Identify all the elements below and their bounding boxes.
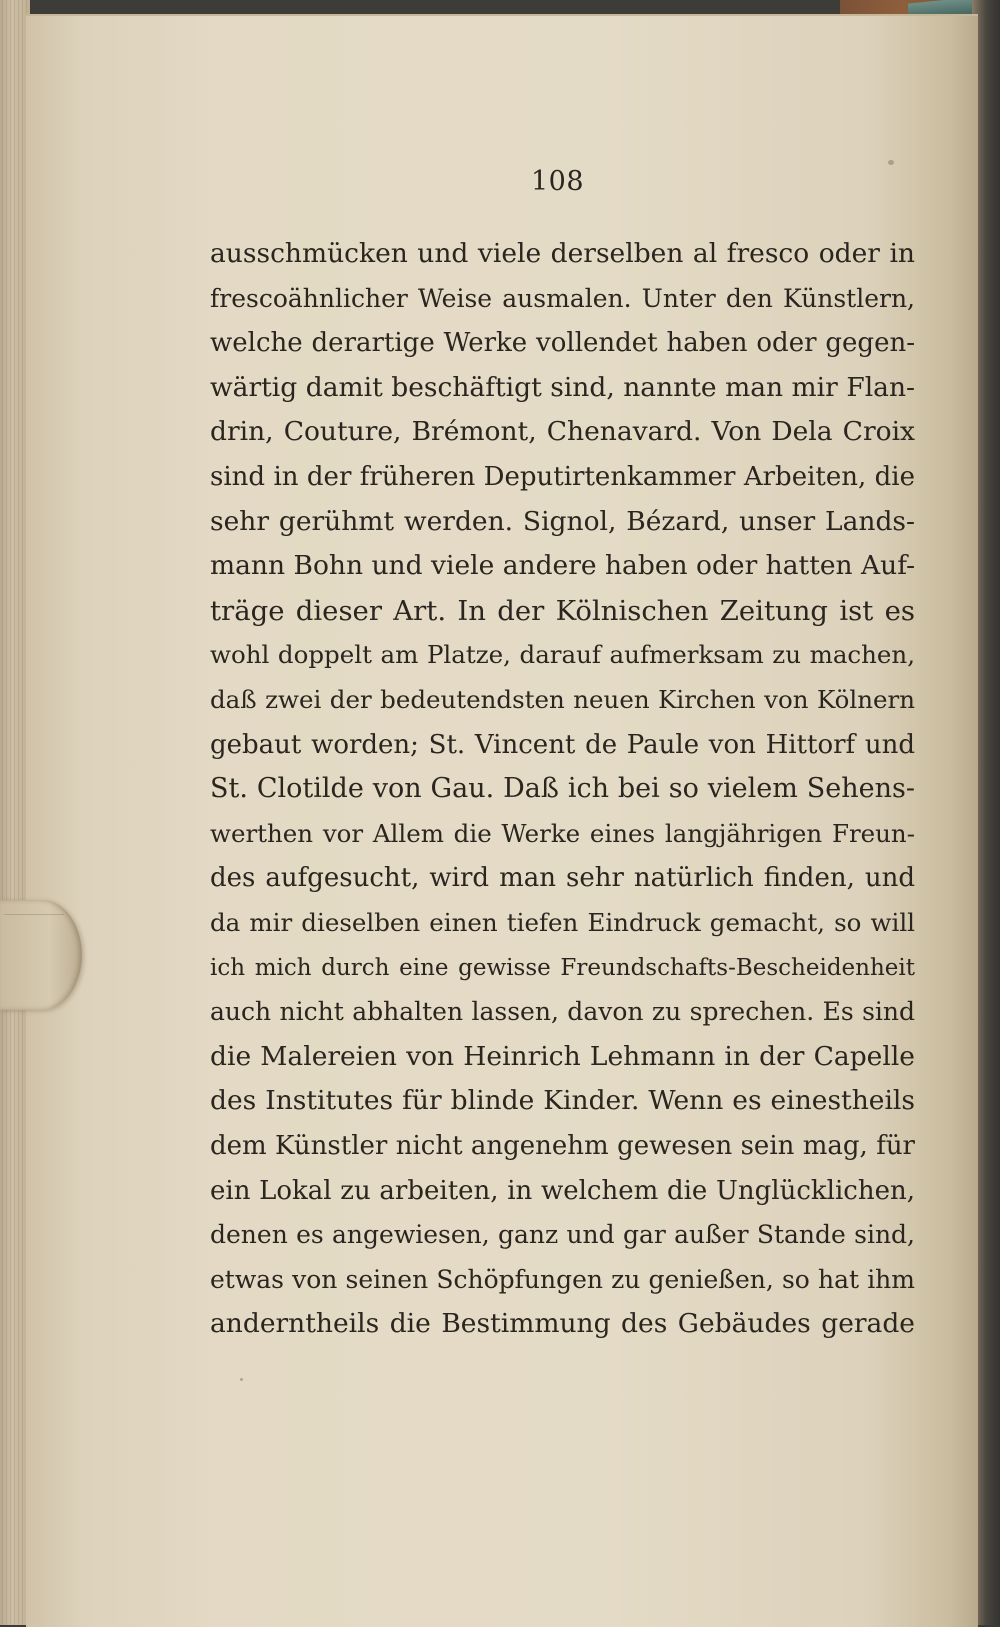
text-line: werthen vor Allem die Werke eines langjährigen Freun- <box>210 819 915 848</box>
text-line: ein Lokal zu arbeiten, in welchem die Unglücklichen, <box>210 1176 915 1206</box>
text-line: frescoähnlicher Weise ausmalen. Unter den Künstlern, <box>210 284 915 313</box>
text-line: daß zwei der bedeutendsten neuen Kirchen von Kölnern <box>210 685 915 714</box>
tab-marker-crease <box>4 914 64 915</box>
page-number: 108 <box>530 166 585 197</box>
text-line: denen es angewiesen, ganz und gar außer Stande sind, <box>210 1220 915 1249</box>
text-line: des aufgesucht, wird man sehr natürlich finden, und <box>210 863 915 893</box>
text-line: drin, Couture, Brémont, Chenavard. Von Dela Croix <box>210 416 915 447</box>
text-line: die Malereien von Heinrich Lehmann in der Capelle <box>210 1041 915 1072</box>
paper-speck <box>888 160 894 165</box>
page-tab-marker <box>0 900 82 1010</box>
text-line: träge dieser Art. In der Kölnischen Zeitung ist es <box>210 595 915 627</box>
text-line: auch nicht abhalten lassen, davon zu sprechen. Es sind <box>210 997 915 1026</box>
text-line: sehr gerühmt werden. Signol, Bézard, unser Lands- <box>210 506 915 537</box>
text-line: dem Künstler nicht angenehm gewesen sein mag, für <box>210 1131 915 1161</box>
text-line: ausschmücken und viele derselben al fresco oder in <box>210 238 915 269</box>
text-line: des Institutes für blinde Kinder. Wenn es einestheils <box>210 1085 915 1116</box>
text-line: St. Clotilde von Gau. Daß ich bei so vielem Sehens- <box>210 773 915 804</box>
paper-speck <box>240 1378 243 1381</box>
text-line: welche derartige Werke vollendet haben oder gegen- <box>210 328 915 358</box>
text-line: da mir dieselben einen tiefen Eindruck gemacht, so will <box>210 908 915 937</box>
text-line: anderntheils die Bestimmung des Gebäudes gerade <box>210 1308 915 1339</box>
text-line: etwas von seinen Schöpfungen zu genießen, so hat ihm <box>210 1265 915 1294</box>
text-line: wärtig damit beschäftigt sind, nannte man mir Flan- <box>210 372 915 403</box>
page-stack-lines <box>2 0 28 1625</box>
text-line: ich mich durch eine gewisse Freundschafts-Bescheidenheit <box>210 955 915 981</box>
text-line: wohl doppelt am Platze, darauf aufmerksam zu machen, <box>210 640 915 669</box>
text-line: gebaut worden; St. Vincent de Paule von Hittorf und <box>210 730 915 760</box>
text-line: mann Bohn und viele andere haben oder hatten Auf- <box>210 550 916 581</box>
text-line: sind in der früheren Deputirtenkammer Arbeiten, die <box>210 462 915 492</box>
